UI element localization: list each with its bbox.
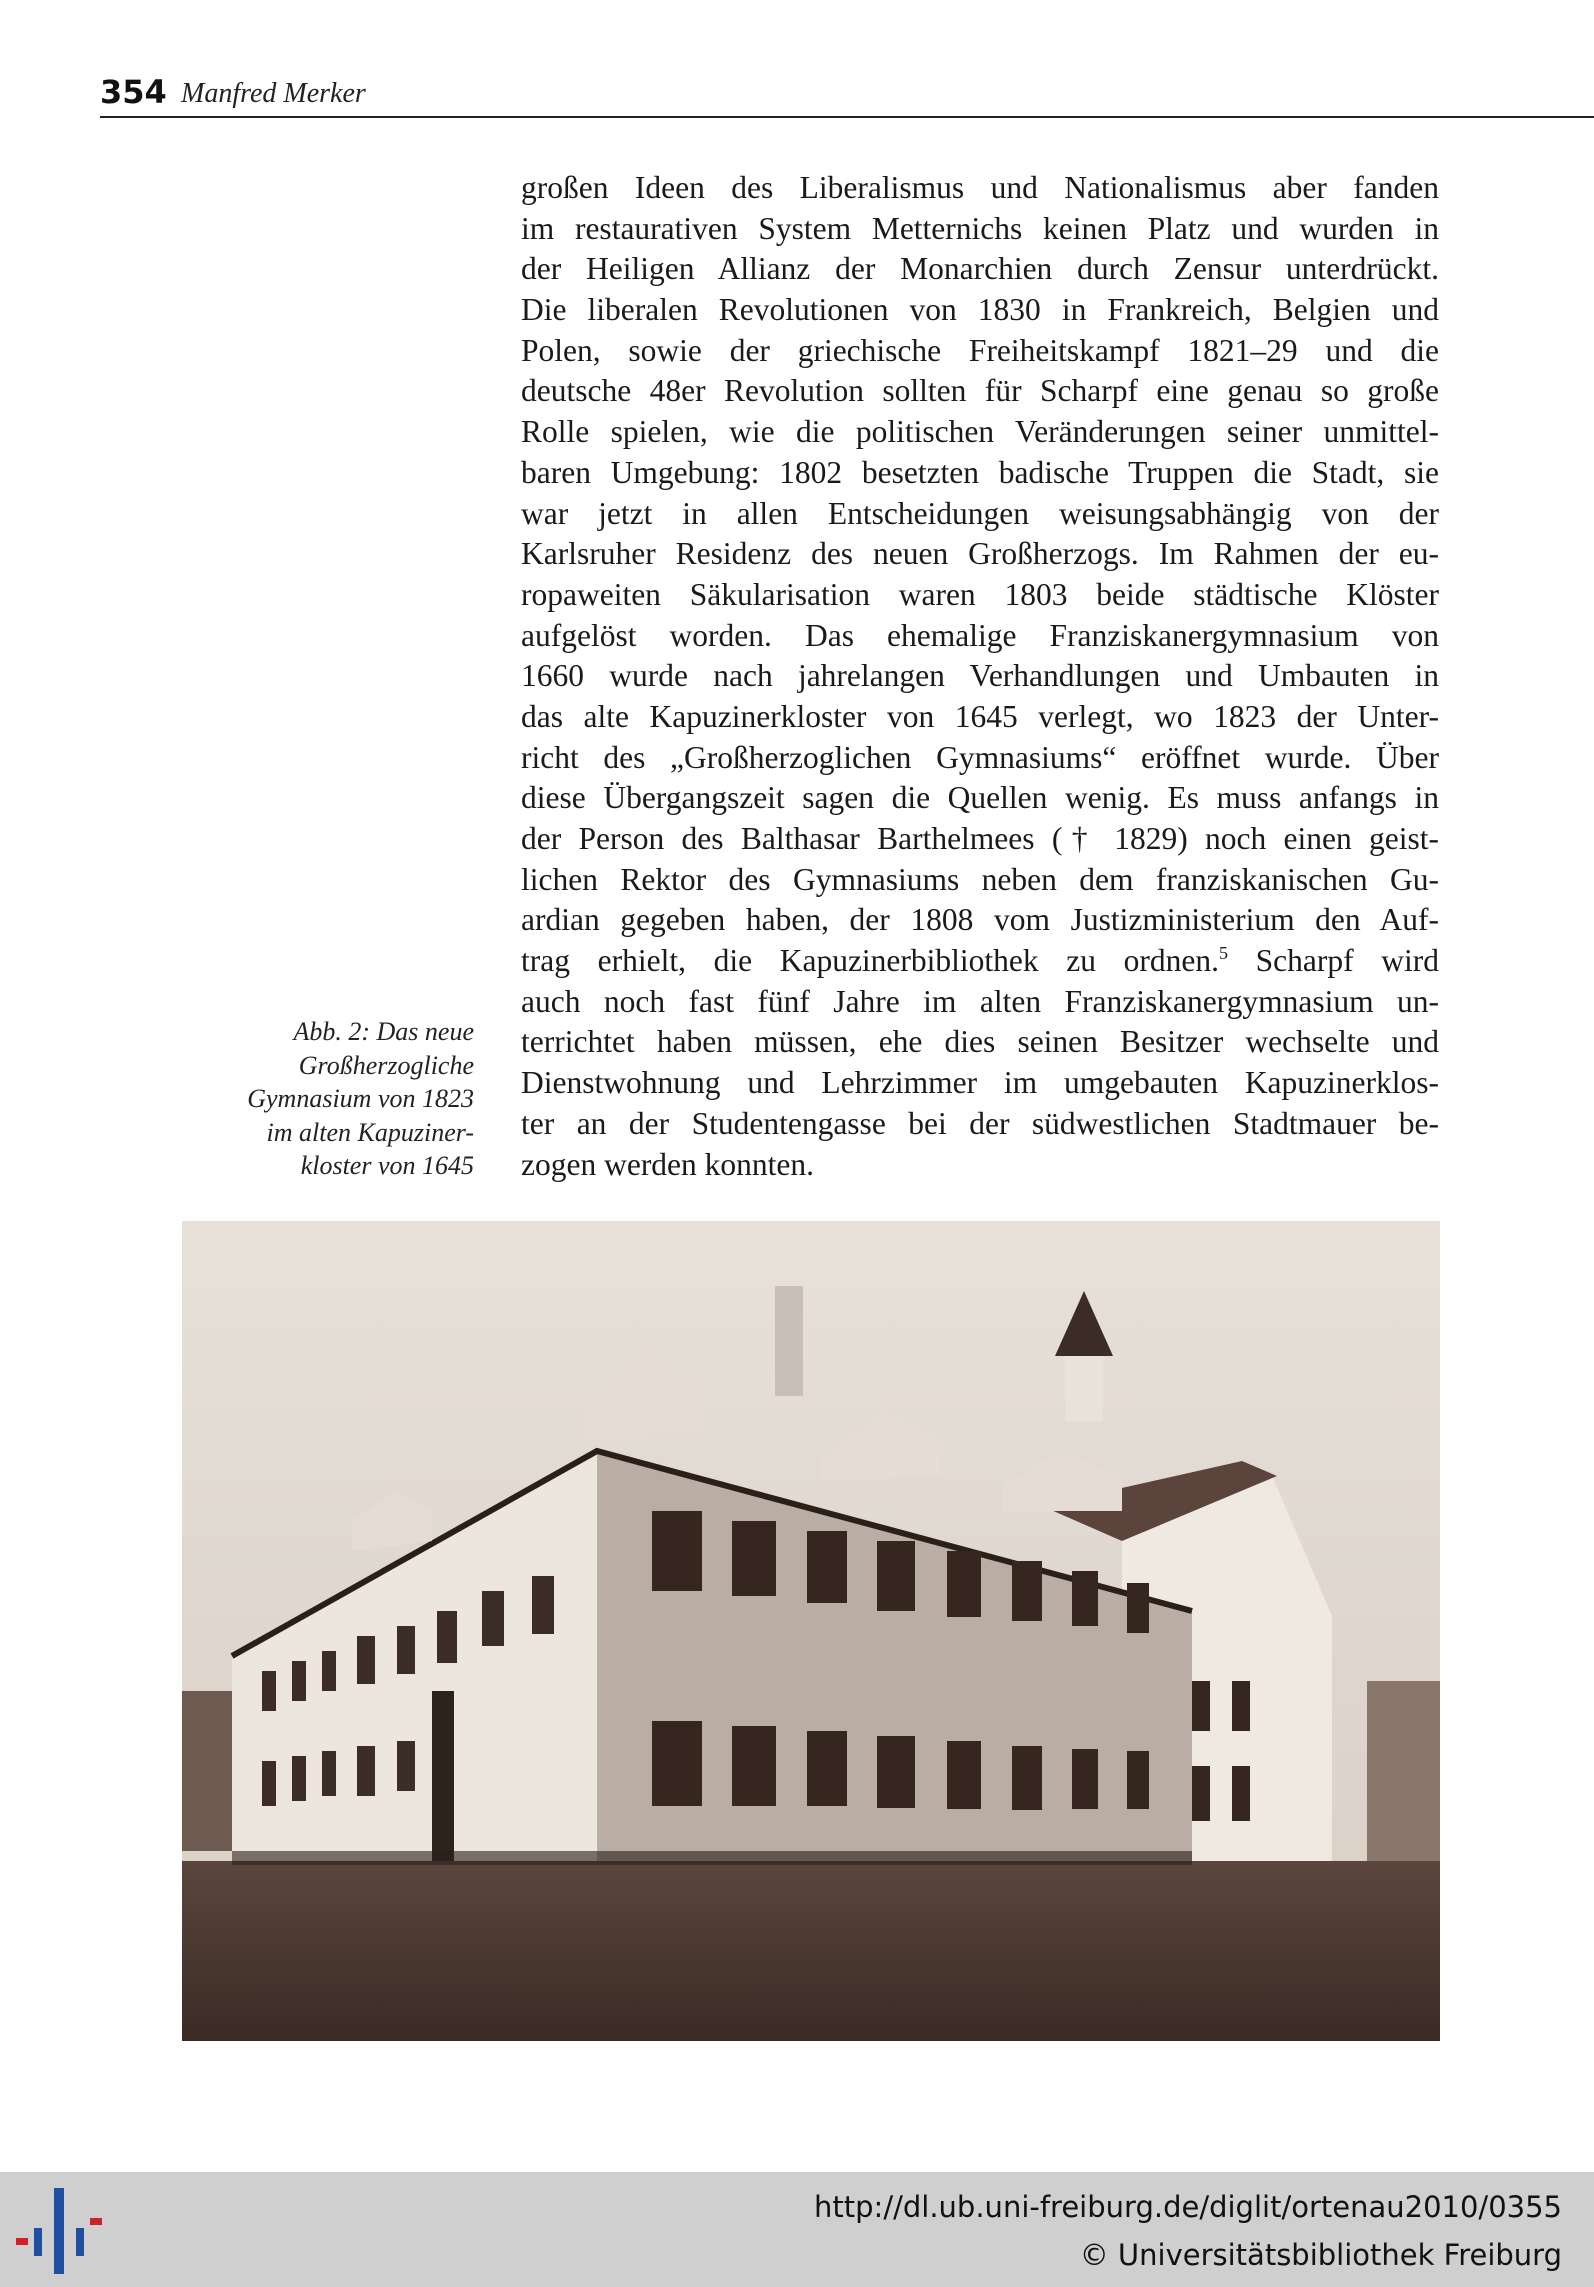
text-line: terrichtet haben müssen, ehe dies seinen Besitzer wechselte und	[521, 1024, 1439, 1060]
text-line: war jetzt in allen Entscheidungen weisungsabhängig von der	[521, 495, 1439, 531]
text-line: der Person des Balthasar Barthelmees († 1829) noch einen geist-	[521, 821, 1439, 856]
text-line: ter an der Studentengasse bei der südwestlichen Stadtmauer be-	[521, 1105, 1439, 1141]
text-line: auch noch fast fünf Jahre im alten Franziskanergymnasium un-	[521, 983, 1439, 1019]
caption-line: im alten Kapuziner-	[266, 1117, 474, 1147]
text-line: diese Übergangszeit sagen die Quellen wenig. Es muss anfangs in	[521, 780, 1439, 816]
caption-line: Abb. 2: Das neue	[293, 1017, 474, 1046]
text-line-with-footnote	[521, 941, 1439, 982]
text-line: 1660 wurde nach jahrelangen Verhandlungen und Umbauten in	[521, 658, 1439, 694]
source-url-link[interactable]: http://dl.ub.uni-freiburg.de/diglit/ortenau2010/0355	[814, 2190, 1562, 2224]
text-line: baren Umgebung: 1802 besetzten badische Truppen die Stadt, sie	[521, 454, 1439, 490]
text-line: Karlsruher Residenz des neuen Großherzogs. Im Rahmen der eu-	[521, 536, 1439, 572]
text-line: aufgelöst worden. Das ehemalige Franziskanergymnasium von	[521, 617, 1439, 653]
caption-line: kloster von 1645	[300, 1151, 474, 1180]
text-line: der Heiligen Allianz der Monarchien durch Zensur unterdrückt.	[521, 251, 1439, 287]
figure-caption	[180, 1015, 474, 1183]
text-line: Rolle spielen, wie die politischen Veränderungen seiner unmittel-	[521, 414, 1439, 450]
text-segment: Scharpf wird	[1228, 943, 1440, 979]
text-line: Polen, sowie der griechische Freiheitskampf 1821–29 und die	[521, 332, 1439, 368]
page-header	[100, 70, 1594, 118]
body-text	[521, 168, 1439, 1185]
building-photo-icon	[182, 1221, 1440, 2041]
text-line: deutsche 48er Revolution sollten für Scharpf eine genau so große	[521, 373, 1439, 409]
text-line: im restaurativen System Metternichs keinen Platz und wurden in	[521, 210, 1439, 246]
building-photo	[182, 1221, 1440, 2041]
text-line: ardian gegeben haben, der 1808 vom Justizministerium den Auf-	[521, 902, 1439, 938]
text-line: ropaweiten Säkularisation waren 1803 beide städtische Klöster	[521, 576, 1439, 612]
copyright-notice: © Universitätsbibliothek Freiburg	[1079, 2238, 1562, 2272]
caption-line: Großherzogliche	[298, 1050, 474, 1080]
running-head-author: Manfred Merker	[181, 78, 366, 109]
page-number: 354	[100, 73, 167, 111]
text-segment: trag erhielt, die Kapuzinerbibliothek zu ordnen.	[521, 943, 1220, 979]
caption-line: Gymnasium von 1823	[247, 1084, 474, 1113]
text-line: Die liberalen Revolutionen von 1830 in Frankreich, Belgien und	[521, 292, 1439, 328]
text-line: großen Ideen des Liberalismus und Nationalismus aber fanden	[521, 170, 1439, 205]
text-line: richt des „Großherzoglichen Gymnasiums“ eröffnet wurde. Über	[521, 739, 1439, 775]
text-line: das alte Kapuzinerkloster von 1645 verlegt, wo 1823 der Unter-	[521, 698, 1439, 734]
ub-freiburg-logo-icon	[16, 2188, 102, 2274]
footnote-marker[interactable]: 5	[1219, 943, 1229, 964]
text-line: zogen werden konnten.	[521, 1146, 815, 1182]
text-line: lichen Rektor des Gymnasiums neben dem franziskanischen Gu-	[521, 861, 1439, 897]
text-line: Dienstwohnung und Lehrzimmer im umgebauten Kapuzinerklos-	[521, 1065, 1439, 1101]
